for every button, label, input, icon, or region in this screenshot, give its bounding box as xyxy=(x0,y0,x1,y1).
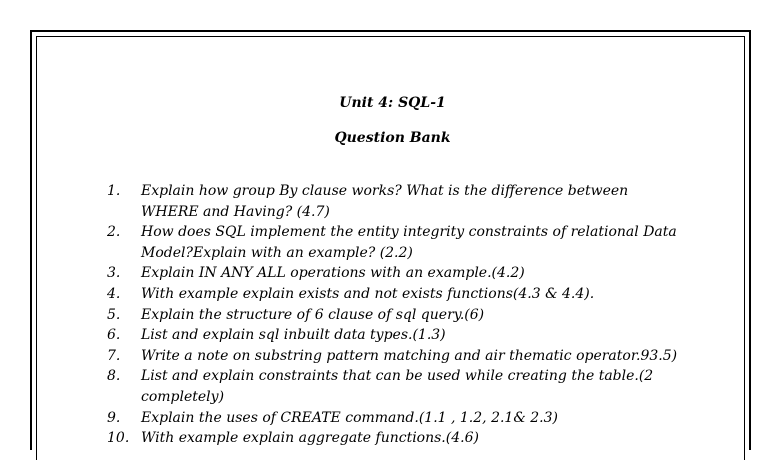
question-text xyxy=(141,305,727,326)
question-number: 9. xyxy=(107,409,121,426)
question-line: With example explain aggregate functions.(4.6) xyxy=(141,430,479,447)
question-number: 6. xyxy=(107,327,121,344)
question-number: 2. xyxy=(107,224,121,241)
question-item xyxy=(107,428,727,449)
question-text xyxy=(141,325,727,346)
question-line: Explain IN ANY ALL operations with an example.(4.2) xyxy=(141,265,525,282)
question-text xyxy=(141,222,727,263)
question-item xyxy=(107,181,727,222)
question-number: 5. xyxy=(107,306,121,323)
question-number: 4. xyxy=(107,285,121,302)
question-line: List and explain constraints that can be used while creating the table.(2 xyxy=(141,368,654,385)
question-line: Explain how group By clause works? What is the difference between xyxy=(141,183,629,199)
question-number: 1. xyxy=(107,183,121,199)
question-text xyxy=(141,181,727,222)
question-text xyxy=(141,366,727,407)
question-text xyxy=(141,346,727,367)
question-list xyxy=(107,181,727,449)
question-line: Explain the structure of 6 clause of sql query.(6) xyxy=(141,306,485,323)
question-line: Model?Explain with an example? (2.2) xyxy=(141,244,413,261)
document-page xyxy=(30,30,751,450)
question-line: completely) xyxy=(141,388,225,405)
question-text xyxy=(141,263,727,284)
question-text xyxy=(141,428,727,449)
document-subtitle: Question Bank xyxy=(334,130,451,146)
question-number: 8. xyxy=(107,368,121,385)
question-line: Write a note on substring pattern matching and air thematic operator.93.5) xyxy=(141,347,678,364)
question-item xyxy=(107,366,727,407)
question-item xyxy=(107,346,727,367)
question-number: 3. xyxy=(107,265,121,282)
question-line: How does SQL implement the entity integrity constraints of relational Data xyxy=(141,224,677,241)
question-text xyxy=(141,284,727,305)
question-line: List and explain sql inbuilt data types.(1.3) xyxy=(141,327,446,344)
question-line: With example explain exists and not exists functions(4.3 & 4.4). xyxy=(141,285,595,302)
question-number: 10. xyxy=(107,430,130,447)
question-line: Explain the uses of CREATE command.(1.1 , 1.2, 2.1& 2.3) xyxy=(141,409,558,426)
question-item xyxy=(107,263,727,284)
question-item xyxy=(107,284,727,305)
question-item xyxy=(107,408,727,429)
question-number: 7. xyxy=(107,347,121,364)
question-item xyxy=(107,305,727,326)
question-item xyxy=(107,325,727,346)
question-item xyxy=(107,222,727,263)
document-title: Unit 4: SQL-1 xyxy=(339,95,446,111)
question-text xyxy=(141,408,727,429)
question-line: WHERE and Having? (4.7) xyxy=(141,203,330,220)
